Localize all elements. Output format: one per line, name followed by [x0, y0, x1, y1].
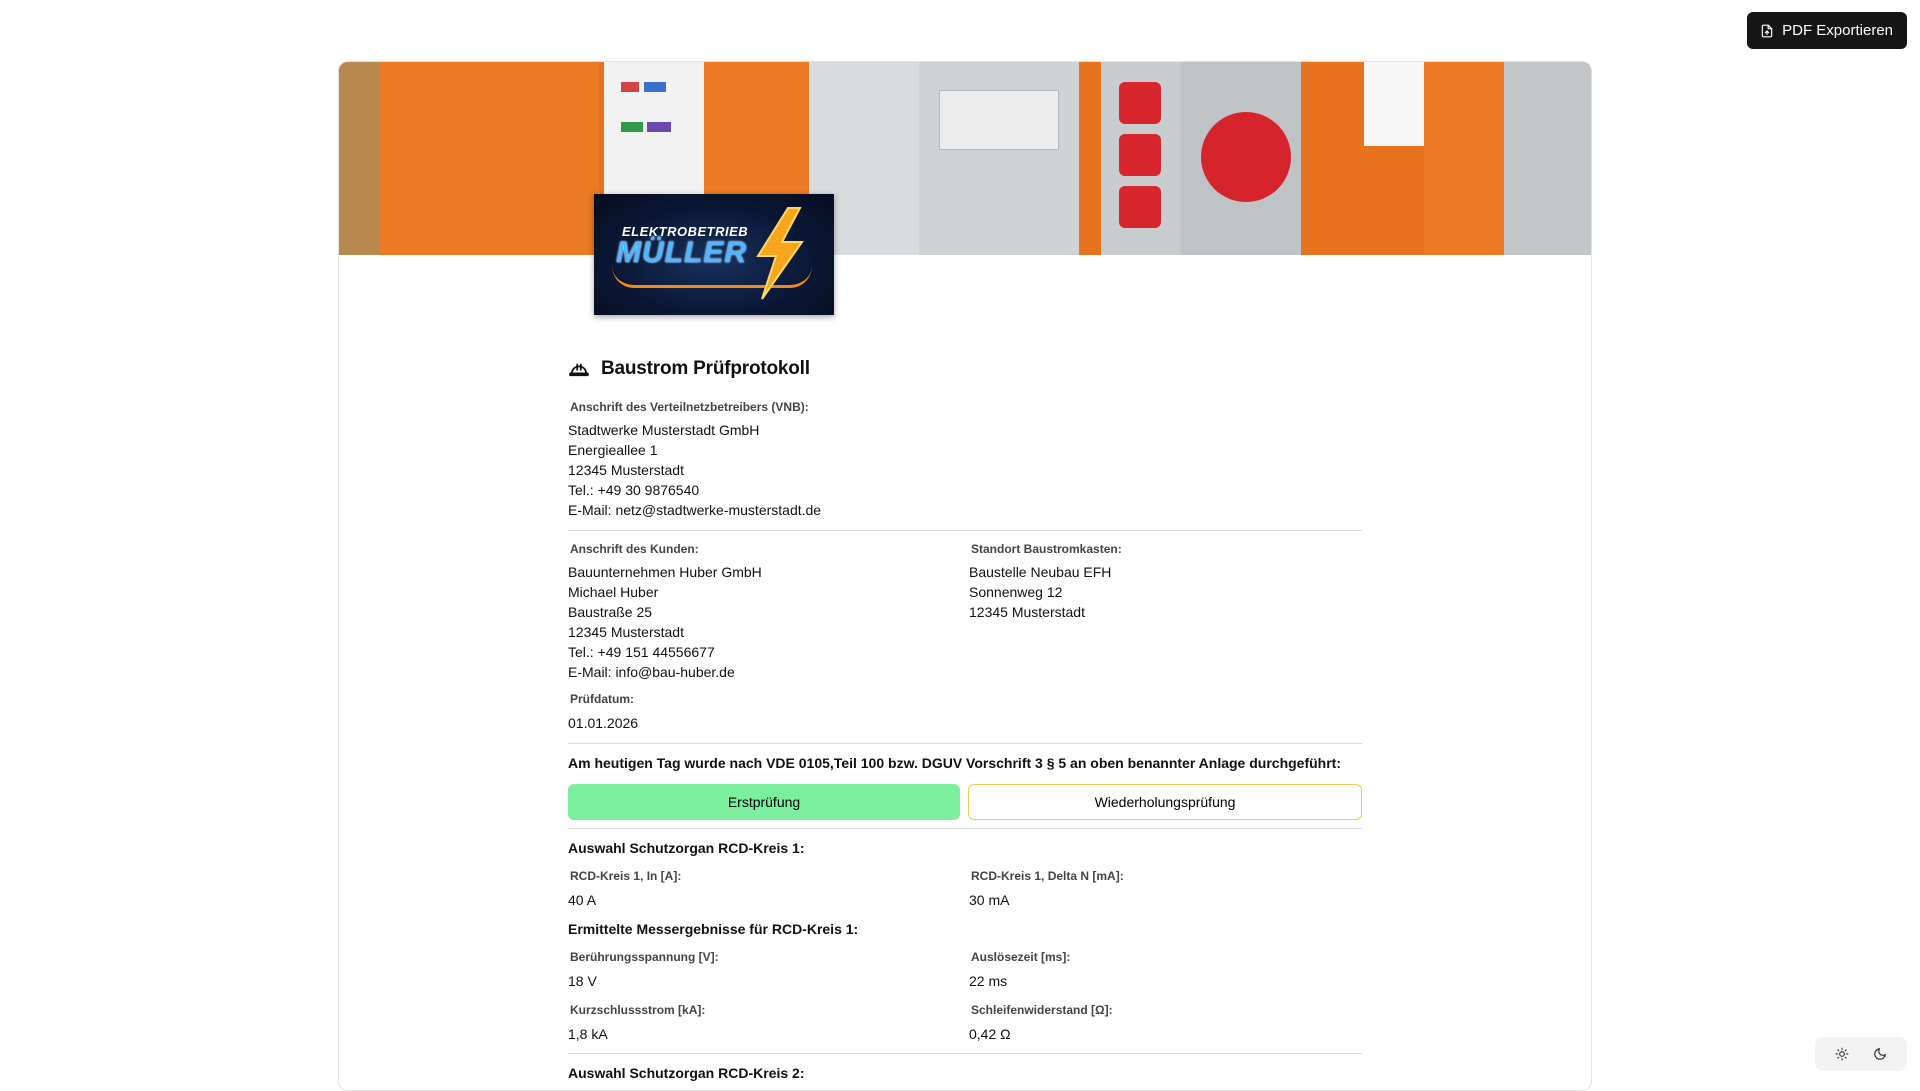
short-circuit-value: 1,8 kA	[568, 1024, 608, 1044]
wiederholungspruefung-button[interactable]: Wiederholungsprüfung	[968, 784, 1362, 820]
page-title: Baustrom Prüfprotokoll	[601, 358, 810, 380]
customer-line: Tel.: +49 151 44556677	[568, 642, 715, 662]
rcd2-heading: Auswahl Schutzorgan RCD-Kreis 2:	[568, 1065, 804, 1081]
divider	[568, 530, 1362, 531]
divider	[568, 828, 1362, 829]
loop-resistance-label: Schleifenwiderstand [Ω]:	[971, 1003, 1113, 1017]
location-line: Baustelle Neubau EFH	[969, 562, 1111, 582]
vnb-line: 12345 Musterstadt	[568, 460, 684, 480]
customer-line: Michael Huber	[568, 582, 658, 602]
rcd1-in-label: RCD-Kreis 1, In [A]:	[570, 869, 681, 883]
customer-line: Bauunternehmen Huber GmbH	[568, 562, 762, 582]
customer-label: Anschrift des Kunden:	[570, 542, 699, 556]
divider	[568, 1053, 1362, 1054]
vnb-line: Energieallee 1	[568, 440, 658, 460]
vnb-label: Anschrift des Verteilnetzbetreibers (VNB):	[570, 400, 809, 414]
vnb-line: E-Mail: netz@stadtwerke-musterstadt.de	[568, 500, 821, 520]
location-line: 12345 Musterstadt	[969, 602, 1085, 622]
theme-switch	[1815, 1037, 1907, 1071]
trip-time-label: Auslösezeit [ms]:	[971, 950, 1070, 964]
customer-line: 12345 Musterstadt	[568, 622, 684, 642]
trip-time-value: 22 ms	[969, 971, 1007, 991]
date-label: Prüfdatum:	[570, 692, 634, 706]
logo-line1: ELEKTROBETRIEB	[622, 224, 748, 239]
divider	[568, 743, 1362, 744]
company-logo	[594, 194, 834, 315]
vnb-line: Stadtwerke Musterstadt GmbH	[568, 420, 759, 440]
pdf-export-label: PDF Exportieren	[1782, 22, 1893, 39]
rcd1-results-heading: Ermittelte Messergebnisse für RCD-Kreis 1:	[568, 921, 858, 937]
short-circuit-label: Kurzschlussstrom [kA]:	[570, 1003, 705, 1017]
logo-line2: MÜLLER	[616, 236, 747, 270]
rcd1-delta-value: 30 mA	[969, 890, 1009, 910]
vnb-line: Tel.: +49 30 9876540	[568, 480, 699, 500]
customer-line: E-Mail: info@bau-huber.de	[568, 662, 735, 682]
rcd1-in-value: 40 A	[568, 890, 596, 910]
rcd1-heading: Auswahl Schutzorgan RCD-Kreis 1:	[568, 840, 804, 856]
protocol-card	[338, 61, 1592, 1091]
date-value: 01.01.2026	[568, 713, 638, 733]
touch-voltage-value: 18 V	[568, 971, 597, 991]
customer-line: Baustraße 25	[568, 602, 652, 622]
touch-voltage-label: Berührungsspannung [V]:	[570, 950, 719, 964]
pdf-export-button[interactable]	[1747, 12, 1907, 49]
location-label: Standort Baustromkasten:	[971, 542, 1122, 556]
lightning-bolt-icon	[744, 206, 814, 301]
moon-icon[interactable]	[1873, 1047, 1887, 1061]
location-line: Sonnenweg 12	[969, 582, 1062, 602]
statement-text: Am heutigen Tag wurde nach VDE 0105,Teil 100 bzw. DGUV Vorschrift 3 § 5 an oben benannter Anlage durchgeführt:	[568, 755, 1341, 771]
banner-photo	[339, 62, 1592, 255]
erstpruefung-button[interactable]: Erstprüfung	[568, 784, 960, 820]
file-export-icon	[1760, 24, 1774, 38]
rcd1-delta-label: RCD-Kreis 1, Delta N [mA]:	[971, 869, 1124, 883]
hard-hat-icon	[568, 361, 590, 377]
sun-icon[interactable]	[1835, 1047, 1849, 1061]
loop-resistance-value: 0,42 Ω	[969, 1024, 1011, 1044]
